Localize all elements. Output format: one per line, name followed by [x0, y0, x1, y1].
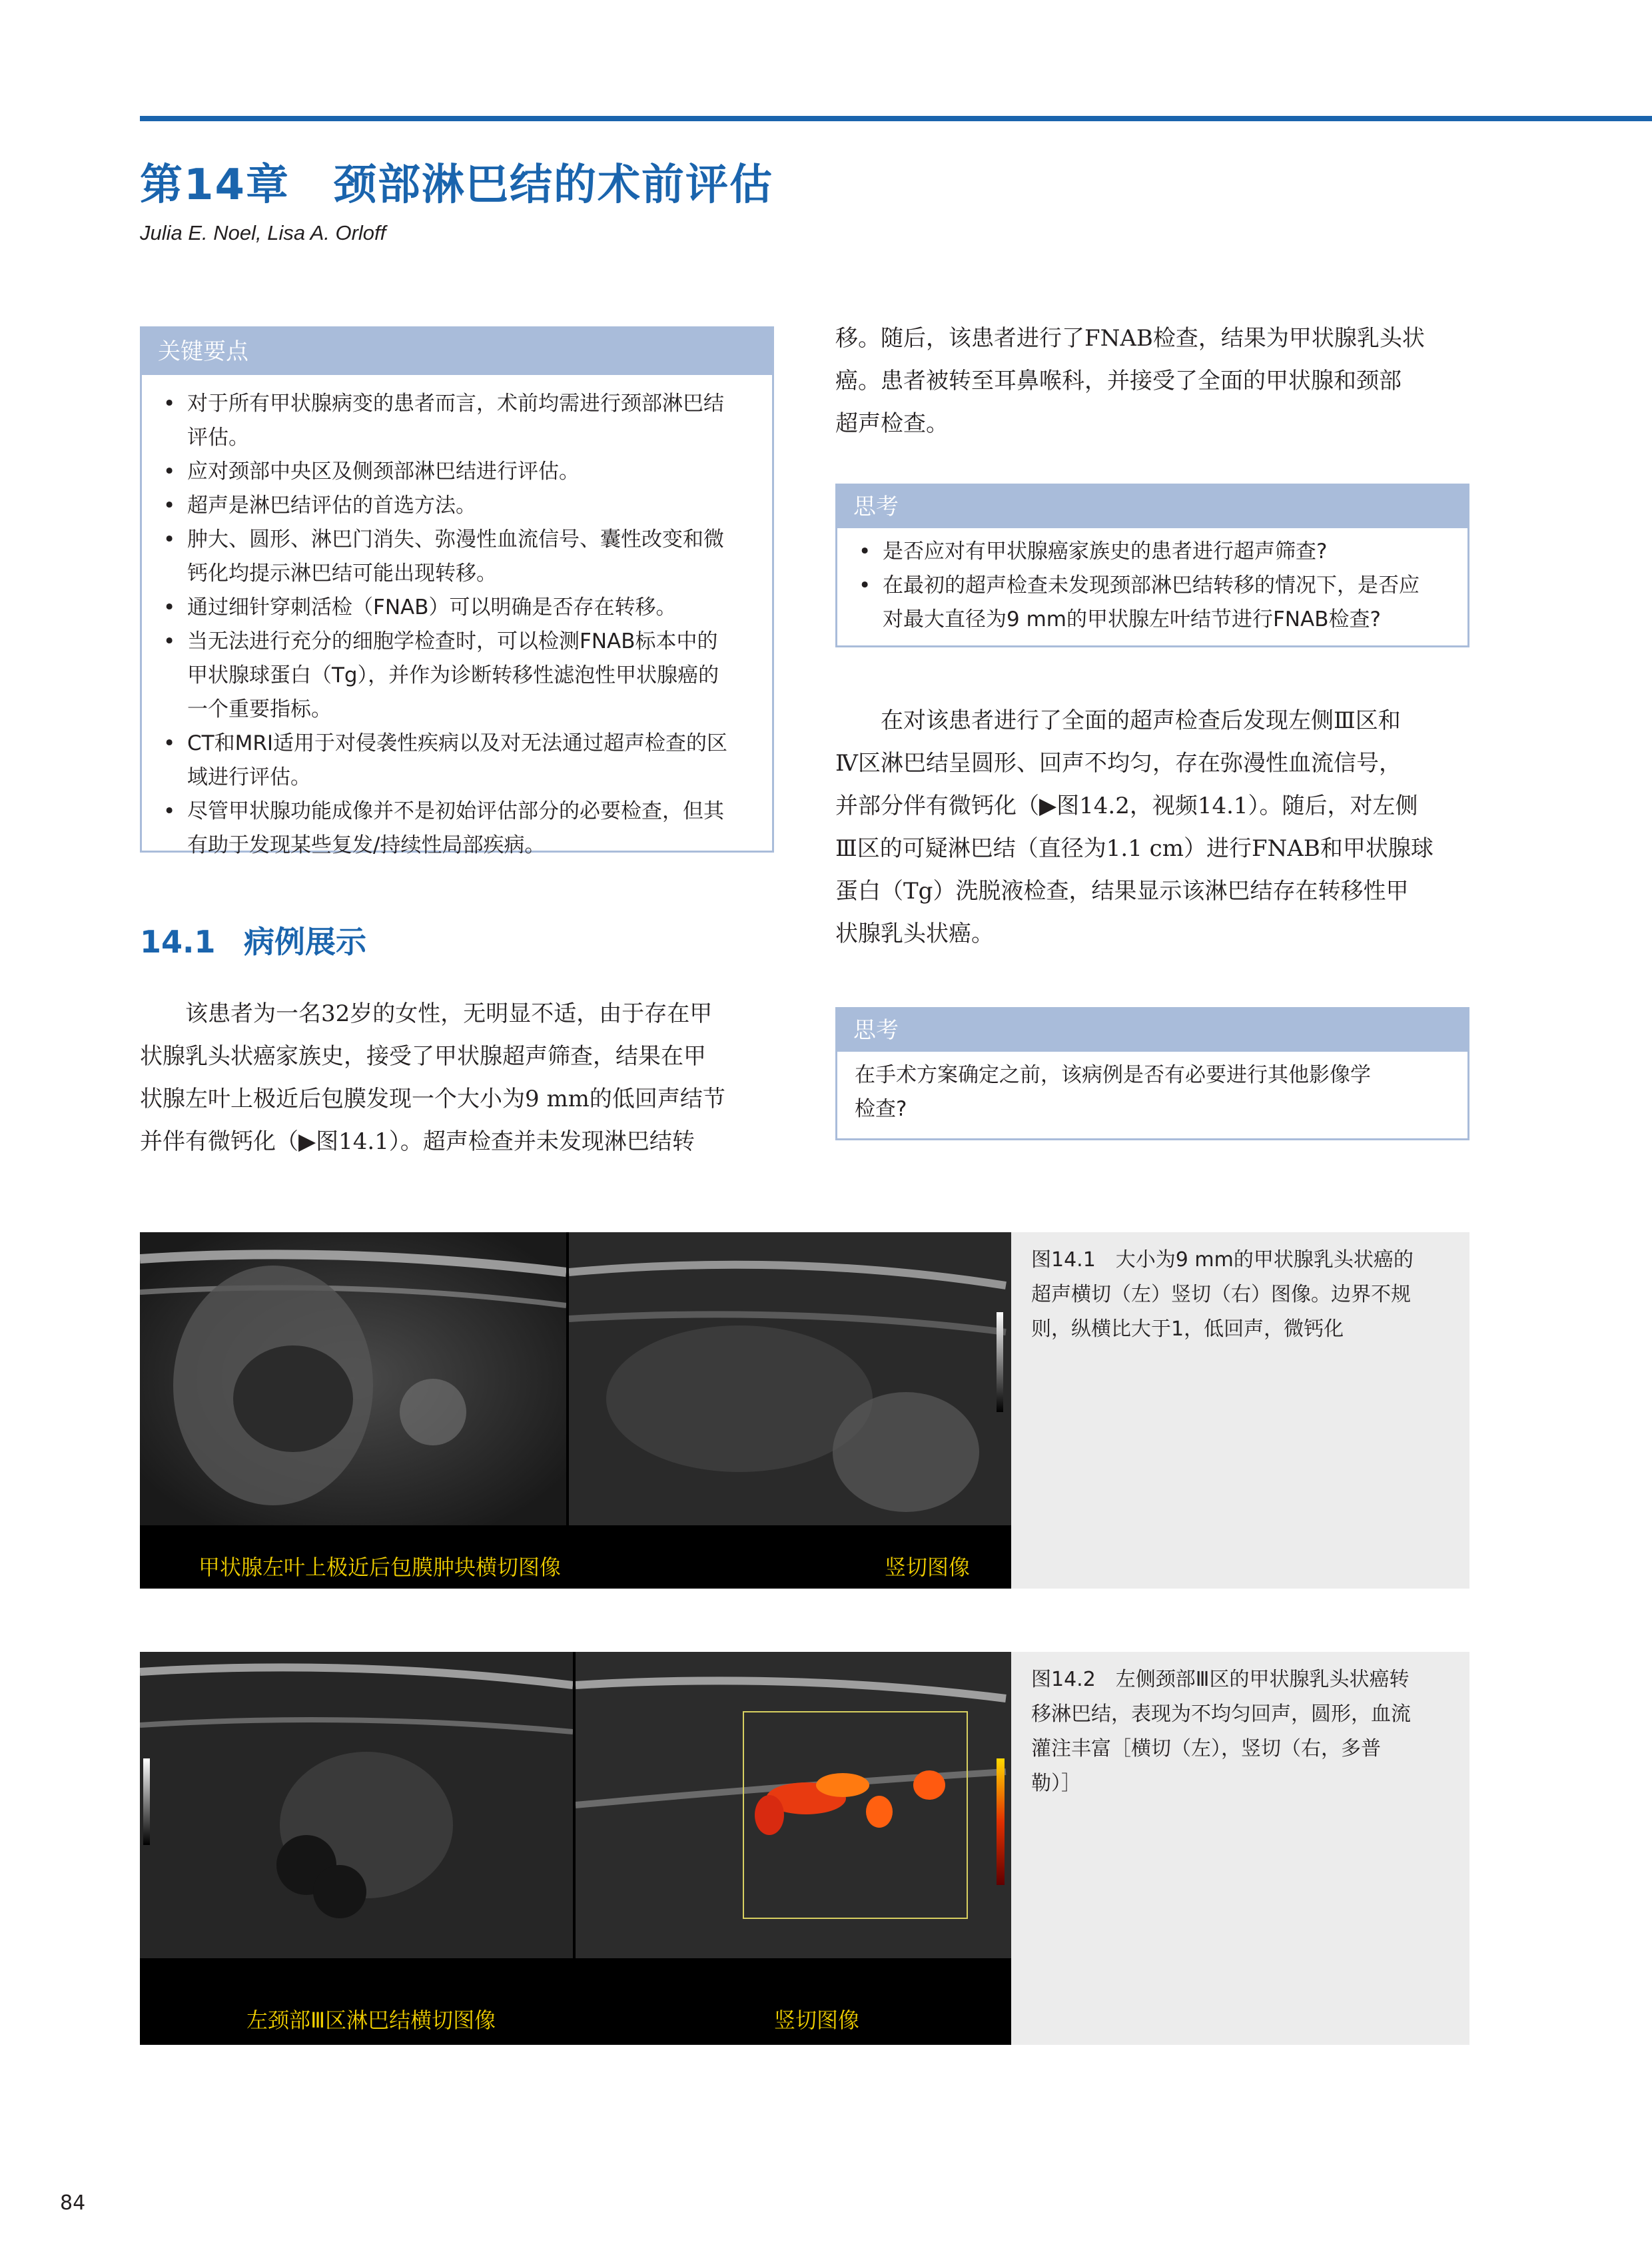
figure-1-label-left: 甲状腺左叶上极近后包膜肿块横切图像 [199, 1555, 562, 1580]
bullet-line: 甲状腺球蛋白（Tg），并作为诊断转移性滤泡性甲状腺癌的 [187, 663, 719, 687]
bullet-line: 对最大直径为9 mm的甲状腺左叶结节进行FNAB检查? [883, 607, 1381, 631]
bullet-item [855, 569, 1450, 637]
text-line: 状腺乳头状癌家族史，接受了甲状腺超声筛查，结果在甲 [140, 1043, 706, 1070]
key-points-box [140, 326, 774, 857]
bullet-line: • 当无法进行充分的细胞学检查时，可以检测FNAB标本中的 [187, 629, 718, 653]
bullet-item [159, 625, 755, 727]
text-line: 并部分伴有微钙化（▶图14.2，视频14.1）。随后，对左侧 [835, 793, 1418, 819]
caption-line: 灌注丰富［横切（左），竖切（右，多普 [1031, 1737, 1381, 1760]
key-points-title: 关键要点 [142, 328, 772, 375]
think-box-2-title: 思考 [837, 1009, 1467, 1052]
figure-2-label-right: 竖切图像 [774, 2008, 860, 2033]
right-paragraph-1 [835, 317, 1488, 445]
bullet-line: 钙化均提示淋巴结可能出现转移。 [187, 561, 497, 585]
bullet-line: • 在最初的超声检查未发现颈部淋巴结转移的情况下，是否应 [883, 573, 1420, 597]
caption-line: 移淋巴结，表现为不均匀回声，圆形，血流 [1031, 1702, 1411, 1726]
bullet-line: • 对于所有甲状腺病变的患者而言，术前均需进行颈部淋巴结 [187, 392, 724, 416]
think-box-1 [835, 484, 1469, 647]
caption-line: 图14.2 左侧颈部Ⅲ区的甲状腺乳头状癌转 [1031, 1668, 1410, 1691]
bullet-line: 评估。 [187, 426, 249, 450]
bullet-item [159, 727, 755, 795]
figure-1-caption [1031, 1243, 1414, 1347]
text-line: 癌。患者被转至耳鼻喉科，并接受了全面的甲状腺和颈部 [835, 368, 1402, 394]
bullet-item [159, 455, 755, 489]
bullet-line: 域进行评估。 [187, 765, 311, 789]
authors: Julia E. Noel, Lisa A. Orloff [140, 221, 386, 244]
bullet-line: • CT和MRI适用于对侵袭性疾病以及对无法通过超声检查的区 [187, 731, 728, 755]
ultrasound-1-graphic [140, 1232, 1011, 1589]
figure-2-caption [1031, 1663, 1411, 1801]
chapter-title: 第14章 颈部淋巴结的术前评估 [140, 161, 774, 210]
figure-1-label-right: 竖切图像 [885, 1555, 971, 1580]
caption-line: 勒）］ [1031, 1772, 1081, 1795]
bullet-line: • 应对颈部中央区及侧颈部淋巴结进行评估。 [187, 460, 580, 484]
left-paragraph [140, 992, 779, 1163]
bullet-line: • 肿大、圆形、淋巴门消失、弥漫性血流信号、囊性改变和微 [187, 528, 724, 552]
text-line: 在手术方案确定之前，该病例是否有必要进行其他影像学 [855, 1063, 1371, 1087]
caption-line: 则，纵横比大于1，低回声，微钙化 [1031, 1317, 1344, 1341]
text-line: 该患者为一名32岁的女性，无明显不适，由于存在甲 [185, 1000, 713, 1027]
figure-2-image [140, 1652, 1011, 2045]
bullet-line: • 通过细针穿刺活检（FNAB）可以明确是否存在转移。 [187, 595, 677, 619]
ultrasound-2-graphic [140, 1652, 1011, 2045]
text-line: 并伴有微钙化（▶图14.1）。超声检查并未发现淋巴结转 [140, 1128, 695, 1155]
text-line: 检查? [855, 1097, 907, 1121]
bullet-item [159, 387, 755, 455]
think-box-2 [835, 1007, 1469, 1140]
text-line: Ⅲ区的可疑淋巴结（直径为1.1 cm）进行FNAB和甲状腺球 [835, 835, 1434, 862]
text-line: 状腺乳头状癌。 [835, 921, 994, 947]
bullet-item [159, 795, 755, 863]
section-number: 14.1 [140, 924, 216, 960]
text-line: 超声检查。 [835, 410, 949, 437]
text-line: 移。随后，该患者进行了FNAB检查，结果为甲状腺乳头状 [835, 325, 1425, 352]
caption-line: 图14.1 大小为9 mm的甲状腺乳头状癌的 [1031, 1248, 1414, 1272]
bullet-item [159, 591, 755, 625]
text-line: 蛋白（Tg）洗脱液检查，结果显示该淋巴结存在转移性甲 [835, 878, 1409, 905]
right-paragraph-2 [835, 699, 1488, 955]
bullet-line: • 是否应对有甲状腺癌家族史的患者进行超声筛查? [883, 540, 1328, 563]
key-points-list [142, 375, 772, 872]
text-line: 状腺左叶上极近后包膜发现一个大小为9 mm的低回声结节 [140, 1086, 725, 1112]
think-box-1-list [837, 528, 1467, 646]
think-box-1-title: 思考 [837, 486, 1467, 528]
caption-line: 超声横切（左）竖切（右）图像。边界不规 [1031, 1283, 1411, 1306]
bullet-line: 一个重要指标。 [187, 697, 332, 721]
page-number: 84 [60, 2191, 86, 2215]
top-rule [140, 116, 1652, 121]
bullet-item [855, 535, 1450, 569]
bullet-item [159, 523, 755, 591]
bullet-line: • 超声是淋巴结评估的首选方法。 [187, 494, 476, 518]
bullet-line: 有助于发现某些复发/持续性局部疾病。 [187, 833, 546, 857]
figure-1-image [140, 1232, 1011, 1589]
bullet-item [159, 489, 755, 523]
section-title: 病例展示 [244, 924, 366, 960]
think-box-2-text [837, 1052, 1467, 1140]
figure-2-label-left: 左颈部Ⅲ区淋巴结横切图像 [246, 2008, 496, 2033]
bullet-line: • 尽管甲状腺功能成像并不是初始评估部分的必要检查，但其 [187, 799, 724, 823]
text-line: 在对该患者进行了全面的超声检查后发现左侧Ⅲ区和 [881, 707, 1401, 734]
section-heading [140, 918, 366, 962]
text-line: Ⅳ区淋巴结呈圆形、回声不均匀，存在弥漫性血流信号， [835, 750, 1402, 777]
